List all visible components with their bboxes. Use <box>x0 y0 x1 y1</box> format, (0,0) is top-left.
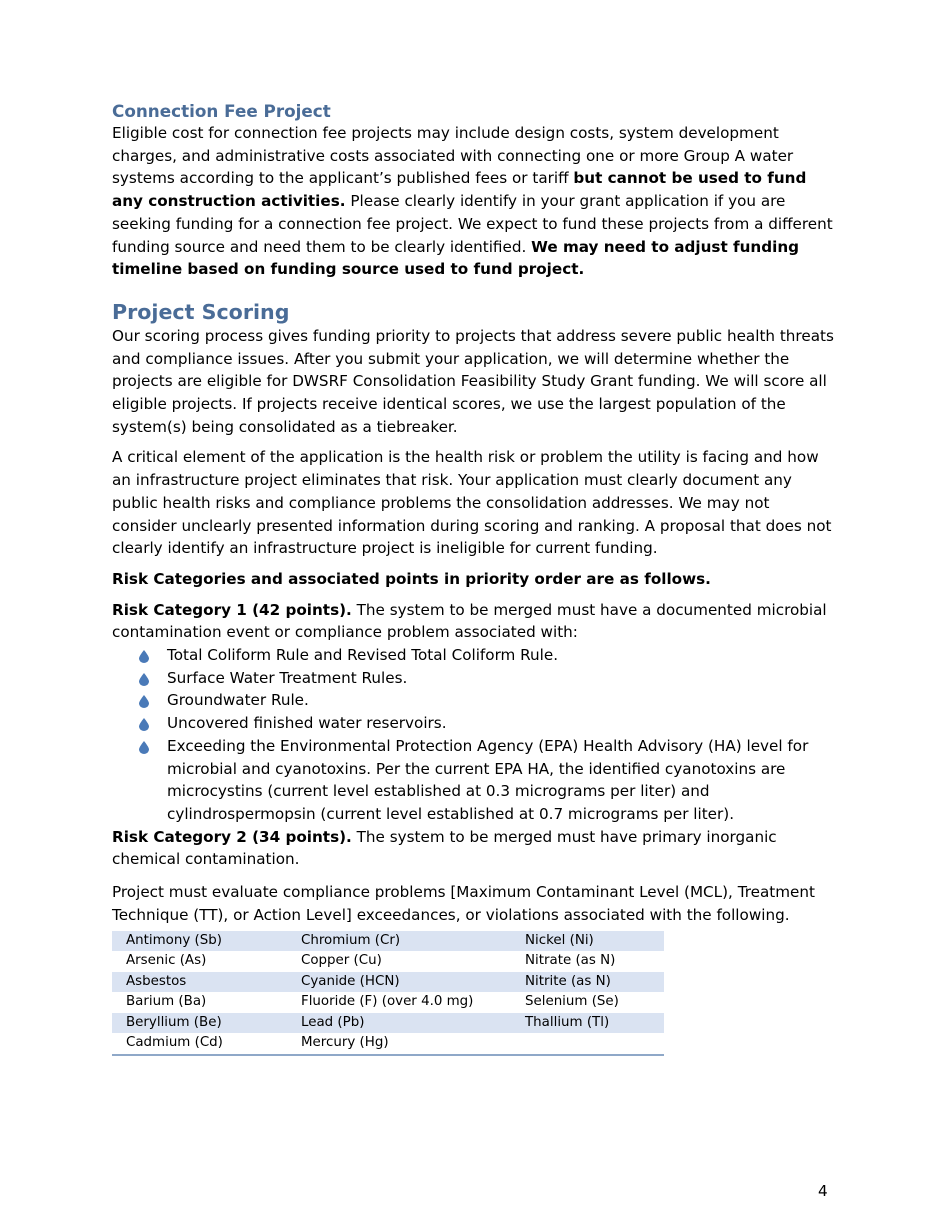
water-drop-icon <box>139 695 149 708</box>
connection-fee-bold-d: We may need to adjust funding timeline based on funding source used to fund project. <box>112 237 800 279</box>
table-row <box>112 1013 664 1034</box>
table-cell <box>511 1033 664 1055</box>
water-drop-icon <box>139 650 149 663</box>
table-row <box>112 972 664 993</box>
risk-categories-intro-text: Risk Categories and associated points in priority order are as follows. <box>112 569 711 588</box>
list-item-text: Total Coliform Rule and Revised Total Coliform Rule. <box>167 646 559 665</box>
table-cell: Fluoride (F) (over 4.0 mg) <box>301 994 474 1010</box>
risk-category-1-label: Risk Category 1 (42 points). <box>112 600 352 619</box>
water-drop-icon <box>139 741 149 754</box>
table-cell: Copper (Cu) <box>301 953 382 969</box>
table-cell: Cyanide (HCN) <box>287 972 511 993</box>
table-row <box>112 951 664 972</box>
connection-fee-bold-b: but cannot be used to fund any construction activities. <box>112 169 807 211</box>
table-cell: Nitrate (as N) <box>525 953 616 969</box>
risk-category-2 <box>112 826 838 871</box>
risk-category-1 <box>112 599 838 644</box>
page-number: 4 <box>818 1182 828 1200</box>
project-scoring-heading: Project Scoring <box>112 299 290 324</box>
risk-category-1-text: The system to be merged must have a documented microbial contamination event or compliance problem associated with: <box>112 600 827 642</box>
table-row <box>112 1033 664 1055</box>
list-item <box>167 735 838 826</box>
list-item <box>167 689 838 712</box>
water-drop-icon <box>139 718 149 731</box>
table-cell: Antimony (Sb) <box>112 931 287 952</box>
connection-fee-heading: Connection Fee Project <box>112 101 331 121</box>
table-cell: Nitrite (as N) <box>511 972 664 993</box>
list-item-text: Uncovered finished water reservoirs. <box>167 714 447 733</box>
list-item <box>167 667 838 690</box>
table-cell: Chromium (Cr) <box>287 931 511 952</box>
contaminant-table <box>112 931 664 1057</box>
scoring-paragraph-1: Our scoring process gives funding priority to projects that address severe public health threats and compliance issues. After you submit your application, we will determine whether the projects are eligible for DWSRF Consolidation Feasibility Study Grant funding. We will score all eligible projects. If projects receive identical scores, we use the largest population of the system(s) being consolidated as a tiebreaker. <box>112 326 834 436</box>
connection-fee-text-c: Please clearly identify in your grant application if you are seeking funding for a connection fee project. We expect to fund these projects from a different funding source and need them to be clearly identified. <box>112 192 833 256</box>
table-row <box>112 931 664 952</box>
table-row <box>112 992 664 1013</box>
risk-category-1-list <box>112 644 838 826</box>
table-cell: Arsenic (As) <box>126 953 207 969</box>
table-cell: Thallium (Tl) <box>511 1013 664 1034</box>
table-cell: Cadmium (Cd) <box>126 1035 223 1051</box>
connection-fee-paragraph <box>112 122 838 281</box>
table-cell: Selenium (Se) <box>525 994 619 1010</box>
table-cell: Beryllium (Be) <box>112 1013 287 1034</box>
scoring-paragraph-2: A critical element of the application is the health risk or problem the utility is facing and how an infrastructure project eliminates that risk. Your application must clearly document any public health risks and compliance problems the consolidation addresses. We may not consider unclearly presented information during scoring and ranking. A proposal that does not clearly identify an infrastructure project is ineligible for current funding. <box>112 448 832 558</box>
table-cell: Barium (Ba) <box>126 994 207 1010</box>
connection-fee-text-a: Eligible cost for connection fee projects may include design costs, system development charges, and administrative costs associated with connecting one or more Group A water systems according to the applicant’s published fees or tariff <box>112 124 794 188</box>
compliance-paragraph: Project must evaluate compliance problems [Maximum Contaminant Level (MCL), Treatment Technique (TT), or Action Level] exceedances, or violations associated with the following. <box>112 883 815 924</box>
list-item-text: Groundwater Rule. <box>167 691 309 710</box>
list-item-text: Surface Water Treatment Rules. <box>167 668 408 687</box>
table-cell: Asbestos <box>112 972 287 993</box>
table-cell: Nickel (Ni) <box>511 931 664 952</box>
risk-category-2-label: Risk Category 2 (34 points). <box>112 827 352 846</box>
risk-category-2-text: The system to be merged must have primary inorganic chemical contamination. <box>112 827 777 869</box>
table-cell: Lead (Pb) <box>287 1013 511 1034</box>
document-page <box>112 100 838 1056</box>
list-item <box>167 644 838 667</box>
water-drop-icon <box>139 673 149 686</box>
list-item-text: Exceeding the Environmental Protection Agency (EPA) Health Advisory (HA) level for microbial and cyanotoxins. Per the current EPA HA, the identified cyanotoxins are microcystins (current level established at 0.3 micrograms per liter) and cylindrospermopsin (current level established at 0.7 micrograms per liter). <box>167 736 809 823</box>
risk-categories-intro <box>112 568 838 591</box>
list-item <box>167 712 838 735</box>
table-cell: Mercury (Hg) <box>301 1035 389 1051</box>
